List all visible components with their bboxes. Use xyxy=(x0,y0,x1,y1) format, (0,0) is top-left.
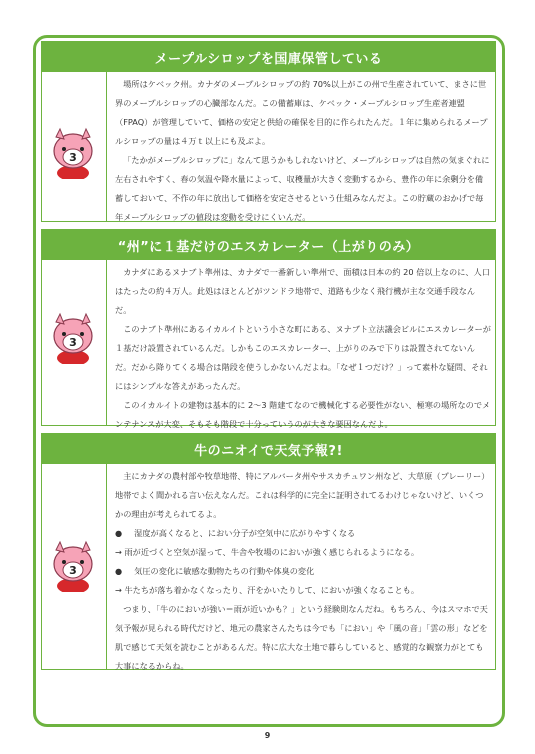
section-body-text xyxy=(107,260,495,429)
arrow-item: → 雨が近づくと空気が湿って、牛舎や牧場のにおいが強く感じられるようになる。 xyxy=(115,543,491,562)
avatar-number: 3 xyxy=(69,336,77,349)
section-cow-smell-weather xyxy=(41,433,496,670)
pig-avatar-icon xyxy=(47,312,99,368)
section-escalator xyxy=(41,229,496,429)
paragraph: 場所はケベック州。カナダのメープルシロップの約 70%以上がこの州で生産されていて、まさに世界のメープルシロップの心臓部なんだ。この備蓄庫は、ケベック・メープルシロップ生産者連盟（FPAQ）が管理していて、価格の安定と供給の確保を目的に作られたんだ。１年に集められるメープルシロップの量は４万ｔ以上にも及ぶよ。 xyxy=(115,79,488,146)
bullet-item: ● 湿度が高くなると、におい分子が空気中に広がりやすくなる xyxy=(115,524,491,543)
section-body-text xyxy=(107,464,495,669)
avatar-column xyxy=(42,260,107,425)
section-body-text xyxy=(107,72,495,221)
paragraph: 「たかがメープルシロップに」なんて思うかもしれないけど、メープルシロップは自然の気まぐれに左右されやすく、春の気温や降水量によって、収穫量が大きく変動するから、豊作の年に余剰分を備蓄しておいて、不作の年に放出して価格を安定させるという仕組みなんだよ。この貯蔵のおかげで毎年メープルシロップの値段は変動を受けにくいんだ。 xyxy=(115,155,490,222)
bullet-item: ● 気圧の変化に敏感な動物たちの行動や体臭の変化 xyxy=(115,562,491,581)
section-title: 牛のニオイで天気予報?! xyxy=(42,434,495,464)
paragraph: 主にカナダの農村部や牧草地帯、特にアルバータ州やサスカチュワン州など、大草原（プレーリー）地帯でよく聞かれる言い伝えなんだ。これは科学的に完全に証明されてるわけじゃないけど、いくつかの理由が考えられてるよ。 xyxy=(115,471,490,519)
pig-avatar-icon xyxy=(47,540,99,596)
avatar-number: 3 xyxy=(69,564,77,577)
paragraph: カナダにあるヌナブト準州は、カナダで一番新しい準州で、面積は日本の約 20 倍以上なのに、人口はたったの約４万人。此処はほとんどがツンドラ地帯で、道路も少なく飛行機が主な交通手段なんだ。 xyxy=(115,267,490,315)
paragraph: このナブト準州にあるイカルイトという小さな町にある、ヌナブト立法議会ビルにエスカレーターが１基だけ設置されているんだ。しかもこのエスカレーター、上がりのみで下りは設置されてないんだ。だから降りてくる場合は階段を使うしかないんだよね。「なぜ１つだけ？」って素朴な疑問、それにはシンプルな答えがあったんだ。 xyxy=(115,324,491,391)
paragraph: つまり、「牛のにおいが強い＝雨が近いかも？」という経験則なんだね。もちろん、今はスマホで天気予報が見られる時代だけど、地元の農家さんたちは今でも「におい」や「風の音」「雲の形」などを肌で感じて天気を読むことがあるんだ。特に広大な土地で暮らしていると、感覚的な観察力がとても大事になるからね。 xyxy=(115,604,488,671)
avatar-number: 3 xyxy=(69,151,77,164)
page-number: 9 xyxy=(264,731,271,740)
section-maple-syrup xyxy=(41,41,496,222)
section-title: “州”に１基だけのエスカレーター（上がりのみ） xyxy=(42,230,495,260)
arrow-item: → 牛たちが落ち着かなくなったり、汗をかいたりして、においが強くなることも。 xyxy=(115,581,491,600)
avatar-column xyxy=(42,72,107,221)
pig-avatar-icon xyxy=(47,127,99,183)
paragraph: このイカルイトの建物は基本的に 2～3 階建てなので機械化する必要性がない、極寒の場所なのでメンテナンスが大変、そもそも階段で十分っていうのが大きな要因なんだよ。 xyxy=(115,400,491,429)
avatar-column xyxy=(42,464,107,669)
section-title: メープルシロップを国庫保管している xyxy=(42,42,495,72)
